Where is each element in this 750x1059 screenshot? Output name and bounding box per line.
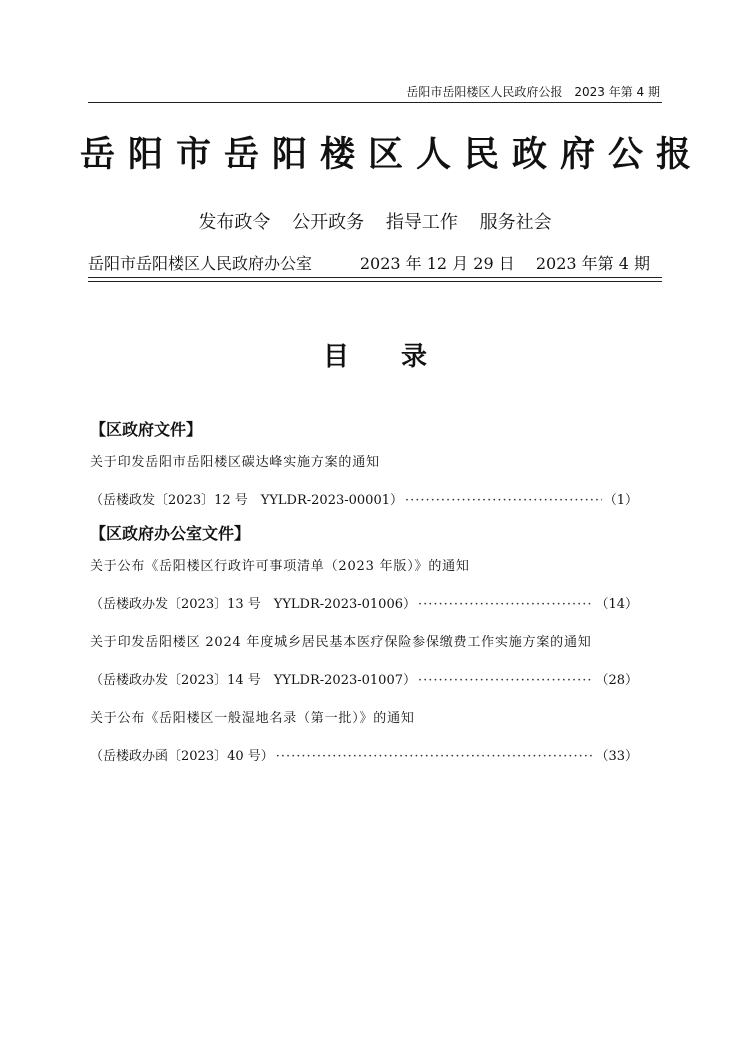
toc-entry-ref: （岳楼政办发〔2023〕14 号 YYLDR-2023-01007） [90,673,416,688]
toc-entry-page: （1） [603,493,638,508]
toc-title: 目录 [322,342,479,372]
header-rule [88,102,662,103]
slogan-4: 服务社会 [479,212,552,233]
section-heading-text: 区政府办公室文件 [106,524,235,543]
slogan-2: 公开政务 [292,212,365,233]
leader-dots [418,672,593,690]
toc-entry-ref-line[interactable] [90,672,638,690]
section-heading-text: 区政府文件 [106,420,187,439]
toc-entry-title[interactable]: 关于公布《岳阳楼区一般湿地名录（第一批）》的通知 [90,711,415,726]
leader-dots [276,748,594,766]
section-heading: 【区政府文件】 [90,420,203,439]
slogan-1: 发布政令 [198,212,271,233]
slogan-3: 指导工作 [385,212,458,233]
gazette-title: 岳阳市岳阳楼区人民政府公报 [80,134,705,175]
toc-entry-ref-line[interactable] [90,492,638,510]
table-of-contents [90,418,638,766]
running-header: 岳阳市岳阳楼区人民政府公报 2023 年第 4 期 [406,85,660,99]
slogan-line [88,209,662,237]
toc-entry-page: （33） [595,749,638,764]
issue-date: 2023 年 12 月 29 日 [359,254,515,273]
toc-entry-ref: （岳楼政办发〔2023〕13 号 YYLDR-2023-01006） [90,597,416,612]
toc-entry-ref-line[interactable] [90,748,638,766]
leader-dots [405,492,602,510]
section-heading: 【区政府办公室文件】 [90,524,251,543]
toc-entry-ref-line[interactable] [90,596,638,614]
toc-entry-title[interactable]: 关于公布《岳阳楼区行政许可事项清单（2023 年版）》的通知 [90,559,470,574]
toc-entry-page: （14） [595,597,638,612]
toc-entry-ref: （岳楼政办函〔2023〕40 号） [90,749,274,764]
issue-number: 2023 年第 4 期 [535,254,650,273]
toc-entry-title[interactable]: 关于印发岳阳市岳阳楼区碳达峰实施方案的通知 [90,455,380,470]
issuer-date-issue [344,253,650,275]
issuer-office: 岳阳市岳阳楼区人民政府办公室 [88,254,313,273]
leader-dots [418,596,593,614]
toc-entry-page: （28） [595,673,638,688]
masthead-double-rule [88,277,662,282]
toc-entry-ref: （岳楼政发〔2023〕12 号 YYLDR-2023-00001） [90,493,403,508]
toc-entry-title[interactable]: 关于印发岳阳楼区 2024 年度城乡居民基本医疗保险参保缴费工作实施方案的通知 [90,635,592,650]
